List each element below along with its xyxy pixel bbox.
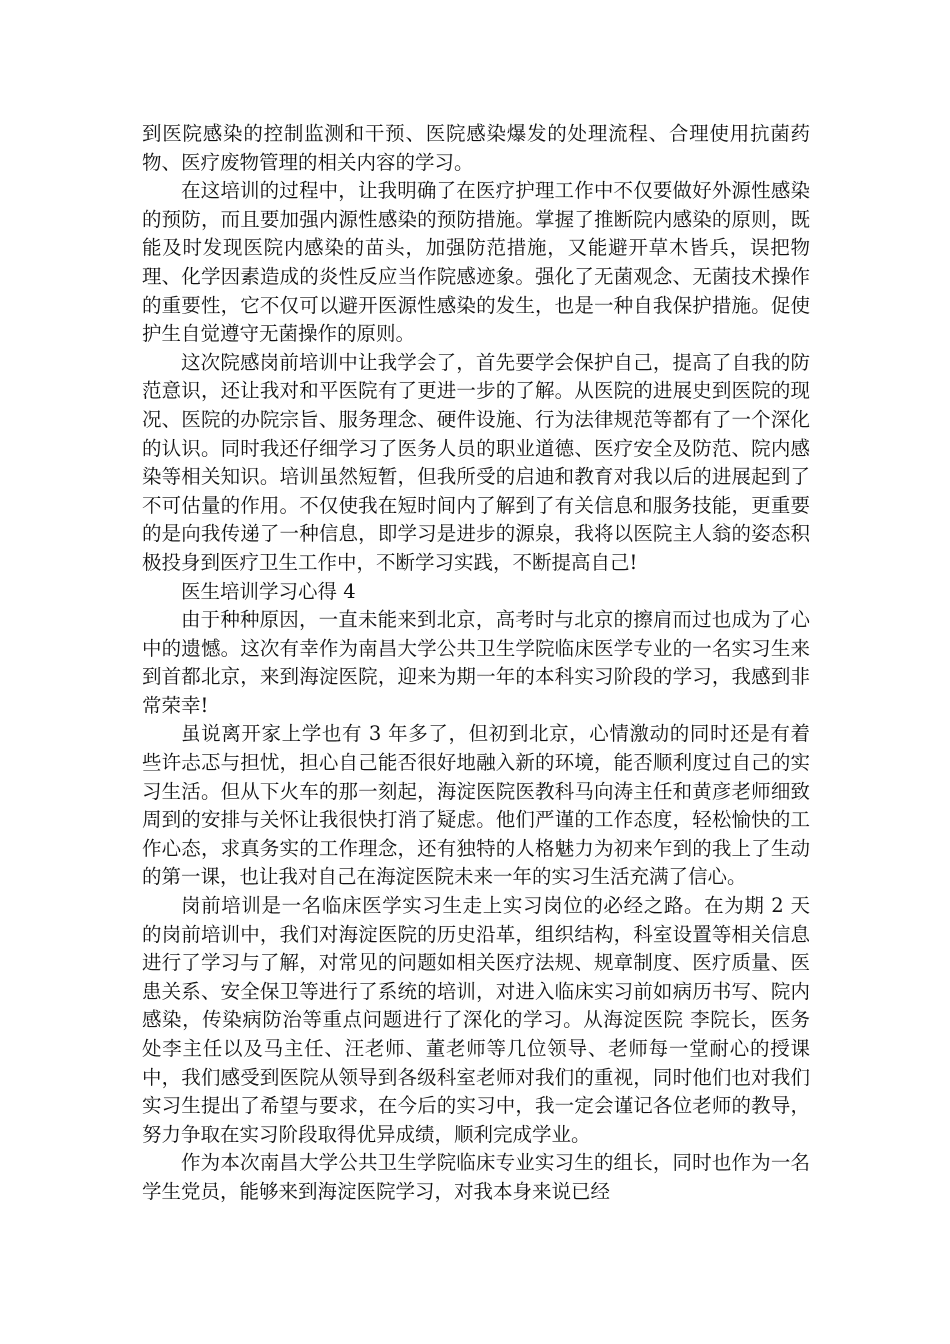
document-body (142, 120, 810, 1207)
paragraph-group-leader: 作为本次南昌大学公共卫生学院临床专业实习生的组长，同时也作为一名学生党员，能够来到海淀医院学习，对我本身来说已经 (142, 1151, 810, 1203)
paragraph-pre-job-training: 岗前培训是一名临床医学实习生走上实习岗位的必经之路。在为期 2 天的岗前培训中，我们对海淀医院的历史沿革，组织结构，科室设置等相关信息进行了学习与了解，对常见的问题如相关医疗法规、规章制度、医疗质量、医患关系、安全保卫等进行了系统的培训，对进入临床实习前如病历书写、院内感染，传染病防治等重点问题进行了深化的学习。从海淀医院 李院长，医务处李主任以及马主任、汪老师、董老师等几位领导、老师每一堂耐心的授课中，我们感受到医院从领导到各级科室老师对我们的重视，同时他们也对我们实习生提出了希望与要求，在今后的实习中，我一定会谨记各位老师的教导，努力争取在实习阶段取得优异成绩，顺利完成学业。 (142, 894, 810, 1146)
paragraph-continuation: 到医院感染的控制监测和干预、医院感染爆发的处理流程、合理使用抗菌药物、医疗废物管理的相关内容的学习。 (142, 122, 810, 174)
paragraph-arrival-beijing: 由于种种原因，一直未能来到北京，高考时与北京的擦肩而过也成为了心中的遗憾。这次有幸作为南昌大学公共卫生学院临床医学专业的一名实习生来到首都北京，来到海淀医院，迎来为期一年的本科实习阶段的学习，我感到非常荣幸! (142, 608, 810, 717)
paragraph-hospital-infection-training: 这次院感岗前培训中让我学会了，首先要学会保护自己，提高了自我的防范意识，还让我对和平医院有了更进一步的了解。从医院的进展史到医院的现况、医院的办院宗旨、服务理念、硬件设施、行为法律规范等都有了一个深化的认识。同时我还仔细学习了医务人员的职业道德、医疗安全及防范、院内感染等相关知识。培训虽然短暂，但我所受的启迪和教育对我以后的进展起到了不可估量的作用。不仅使我在短时间内了解到了有关信息和服务技能，更重要的是向我传递了一种信息，即学习是进步的源泉，我将以医院主人翁的姿态积极投身到医疗卫生工作中，不断学习实践，不断提高自己! (142, 350, 810, 574)
section-heading: 医生培训学习心得 4 (181, 579, 356, 603)
paragraph-first-impressions: 虽说离开家上学也有 3 年多了，但初到北京，心情激动的同时还是有着些许忐忑与担忧，担心自己能否很好地融入新的环境，能否顺利度过自己的实习生活。但从下火车的那一刻起，海淀医院医教科马向涛主任和黄彦老师细致周到的安排与关怀让我很快打消了疑虑。他们严谨的工作态度，轻松愉快的工作心态，求真务实的工作理念，还有独特的人格魅力为初来乍到的我上了生动的第一课，也让我对自己在海淀医院未来一年的实习生活充满了信心。 (142, 722, 810, 889)
paragraph-training-process: 在这培训的过程中，让我明确了在医疗护理工作中不仅要做好外源性感染的预防，而且要加强内源性感染的预防措施。掌握了推断院内感染的原则，既能及时发现医院内感染的苗头，加强防范措施，又能避开草木皆兵，误把物理、化学因素造成的炎性反应当作院感迹象。强化了无菌观念、无菌技术操作的重要性，它不仅可以避开医源性感染的发生，也是一种自我保护措施。促使护生自觉遵守无菌操作的原则。 (142, 179, 810, 346)
